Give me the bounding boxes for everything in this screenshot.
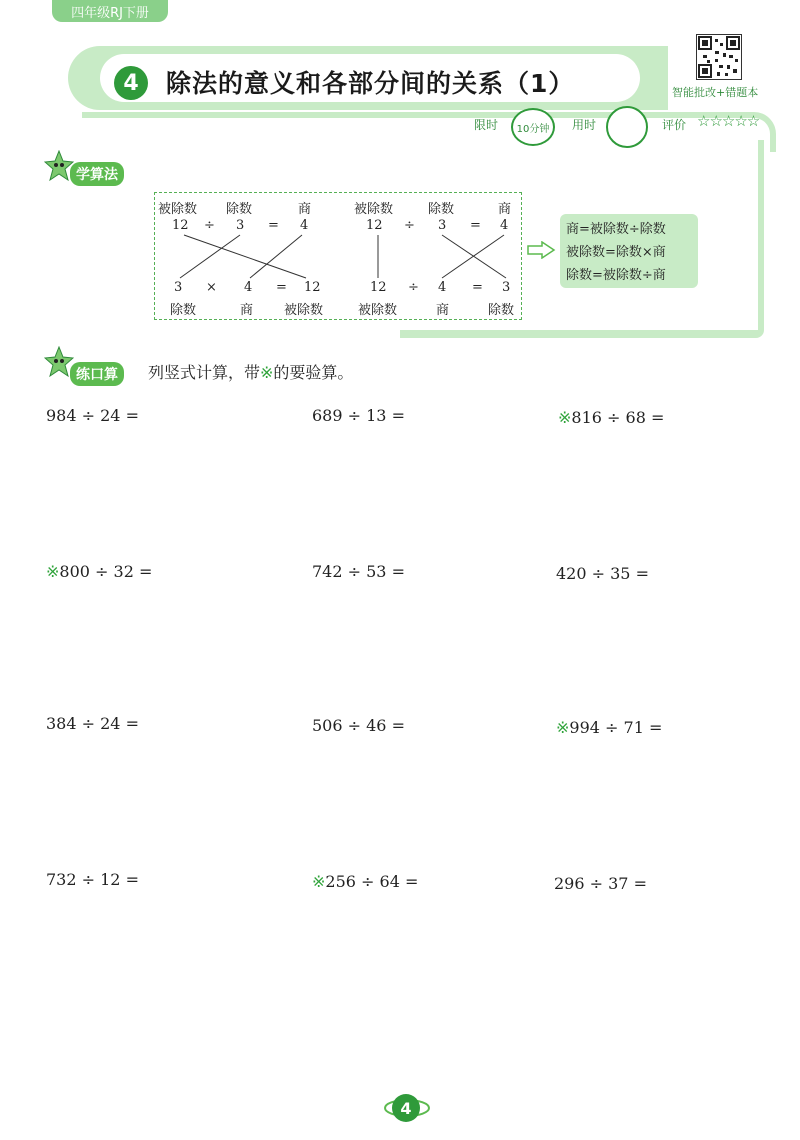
label-quotient: 商 (298, 202, 312, 217)
connector-lines (154, 192, 522, 320)
eq-op: ÷ (204, 218, 215, 233)
eq-num: 12 (304, 280, 321, 295)
problem-item: ※816 ÷ 68 = (558, 408, 665, 427)
formula-line: 被除数=除数×商 (566, 245, 666, 260)
problem-item: 506 ÷ 46 = (312, 716, 405, 735)
eq-op: = (276, 280, 287, 295)
practice-badge: 练口算 (70, 362, 124, 386)
eq-op: × (206, 280, 217, 295)
problem-item: ※800 ÷ 32 = (46, 562, 153, 581)
problem-item: 296 ÷ 37 = (554, 874, 647, 893)
problem-item: ※994 ÷ 71 = (556, 718, 663, 737)
label-dividend: 被除数 (158, 202, 198, 217)
label-dividend: 被除数 (354, 202, 394, 217)
eq-num: 3 (502, 280, 511, 295)
problem-item: 689 ÷ 13 = (312, 406, 405, 425)
eq-op: = (470, 218, 481, 233)
formula-line: 除数=被除数÷商 (566, 268, 666, 283)
grade-tab: 四年级RJ下册 (52, 0, 168, 22)
qr-label: 智能批改+错题本 (672, 86, 759, 99)
eq-num: 3 (174, 280, 183, 295)
problem-item: 384 ÷ 24 = (46, 714, 139, 733)
eq-op: ÷ (408, 280, 419, 295)
qr-code-icon[interactable] (696, 34, 742, 80)
section-frame-right (758, 140, 764, 330)
label-divisor: 除数 (488, 303, 515, 318)
eq-num: 3 (438, 218, 447, 233)
problem-item: ※256 ÷ 64 = (312, 872, 419, 891)
eq-num: 4 (244, 280, 253, 295)
practice-instruction: 列竖式计算，带※的要验算。 (148, 363, 354, 382)
eq-op: = (472, 280, 483, 295)
problem-item: 742 ÷ 53 = (312, 562, 405, 581)
rating-stars-icon[interactable]: ☆☆☆☆☆ (697, 112, 760, 130)
label-quotient: 商 (436, 303, 450, 318)
eq-op: ÷ (404, 218, 415, 233)
label-divisor: 除数 (170, 303, 197, 318)
eq-op: = (268, 218, 279, 233)
lesson-title: 除法的意义和各部分间的关系（1） (166, 69, 575, 98)
label-dividend: 被除数 (358, 303, 398, 318)
eq-num: 3 (236, 218, 245, 233)
time-limit-value: 10分钟 (511, 108, 555, 146)
section-frame-bottom (400, 330, 764, 338)
label-quotient: 商 (498, 202, 512, 217)
eq-num: 12 (172, 218, 189, 233)
problem-item: 420 ÷ 35 = (556, 564, 649, 583)
problem-item: 984 ÷ 24 = (46, 406, 139, 425)
lesson-number-badge: 4 (114, 66, 148, 100)
label-quotient: 商 (240, 303, 254, 318)
eq-num: 4 (438, 280, 447, 295)
time-used-field[interactable] (606, 106, 648, 148)
time-used-label: 用时 (572, 118, 597, 132)
formula-box (560, 214, 698, 288)
rating-label: 评价 (662, 118, 687, 132)
problem-item: 732 ÷ 12 = (46, 870, 139, 889)
learn-badge: 学算法 (70, 162, 124, 186)
label-dividend: 被除数 (284, 303, 324, 318)
eq-num: 12 (370, 280, 387, 295)
eq-num: 12 (366, 218, 383, 233)
time-limit-label: 限时 (474, 118, 499, 132)
page-number: 4 (392, 1094, 420, 1122)
arrow-right-icon (526, 241, 556, 259)
label-divisor: 除数 (226, 202, 253, 217)
eq-num: 4 (300, 218, 309, 233)
formula-line: 商=被除数÷除数 (566, 222, 666, 237)
eq-num: 4 (500, 218, 509, 233)
label-divisor: 除数 (428, 202, 455, 217)
